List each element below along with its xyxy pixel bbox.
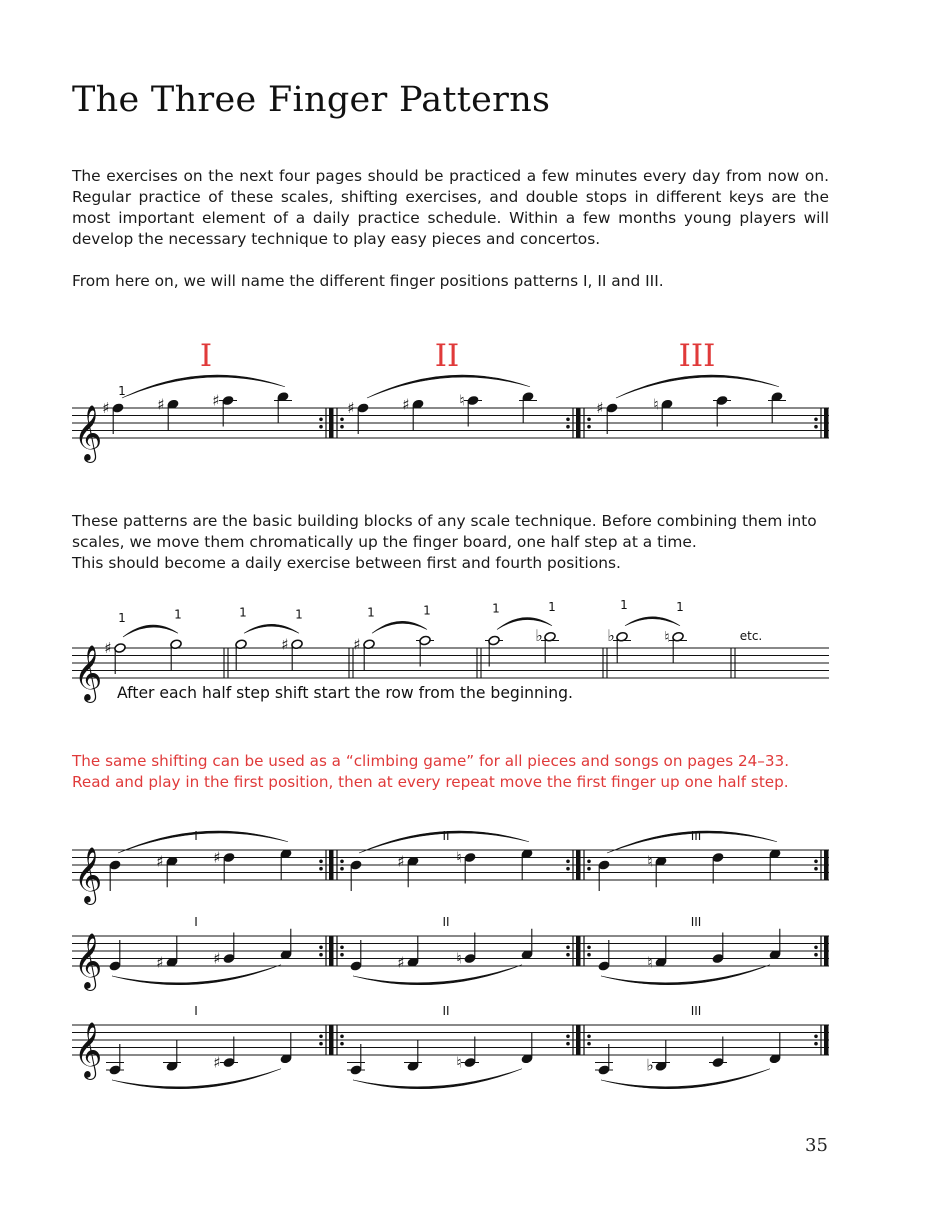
sharp-icon: ♯ <box>104 639 112 657</box>
natural-icon: ♮ <box>459 391 465 410</box>
sharp-icon: ♯ <box>596 399 604 417</box>
repeat-dot <box>566 946 570 950</box>
finger-number: 1 <box>492 601 500 616</box>
thick-barline <box>824 850 829 880</box>
pattern-label-small: I <box>194 829 198 843</box>
thick-barline <box>329 1025 334 1055</box>
thick-barline <box>576 1025 581 1055</box>
thick-barline <box>329 936 334 966</box>
finger-number: 1 <box>118 384 126 398</box>
thick-barline <box>824 1025 829 1055</box>
sharp-icon: ♯ <box>347 399 355 417</box>
slur <box>353 1069 522 1089</box>
repeat-dot <box>566 418 570 422</box>
sharp-icon: ♯ <box>281 635 289 654</box>
repeat-dot <box>814 418 818 422</box>
pattern-label-small: I <box>194 1004 198 1018</box>
finger-number: 1 <box>548 599 556 614</box>
natural-icon: ♮ <box>456 949 462 968</box>
slur <box>122 375 285 398</box>
pattern-label-small: III <box>690 829 702 843</box>
repeat-dot <box>814 867 818 871</box>
repeat-dot <box>340 1042 344 1046</box>
climbing-line-2: Read and play in the first position, then at every repeat move the first finger up one half step. <box>72 773 789 791</box>
repeat-dot <box>340 1035 344 1039</box>
slur <box>497 618 552 630</box>
slur <box>123 625 178 637</box>
thick-barline <box>576 408 581 438</box>
repeat-dot <box>814 946 818 950</box>
repeat-dot <box>587 1035 591 1039</box>
repeat-dot <box>587 867 591 871</box>
repeat-dot <box>340 418 344 422</box>
natural-icon: ♮ <box>456 848 462 867</box>
repeat-dot <box>340 953 344 957</box>
pattern-label-small: II <box>442 915 450 929</box>
repeat-dot <box>814 1035 818 1039</box>
slur <box>372 621 427 633</box>
treble-clef-icon: 𝄞 <box>73 645 103 701</box>
pattern-label-3: III <box>678 338 716 374</box>
repeat-dot <box>340 860 344 864</box>
thick-barline <box>329 850 334 880</box>
building-blocks-line-2: This should become a daily exercise between first and fourth positions. <box>72 554 621 572</box>
sharp-icon: ♯ <box>213 949 221 968</box>
slur <box>244 624 299 633</box>
sharp-icon: ♯ <box>397 852 405 871</box>
repeat-dot <box>319 418 323 422</box>
finger-number: 1 <box>295 607 303 622</box>
pattern-label-2: II <box>434 338 460 374</box>
thick-barline <box>824 408 829 438</box>
thick-barline <box>576 850 581 880</box>
natural-icon: ♮ <box>647 953 653 972</box>
shift-note: After each half step shift start the row from the beginning. <box>117 684 573 702</box>
slur <box>112 965 281 985</box>
page-number: 35 <box>805 1135 828 1156</box>
sharp-icon: ♯ <box>213 1053 221 1072</box>
finger-number: 1 <box>423 603 431 618</box>
pattern-label-1: I <box>199 338 213 374</box>
sharp-icon: ♯ <box>102 399 110 417</box>
natural-icon: ♮ <box>647 852 653 871</box>
repeat-dot <box>319 860 323 864</box>
repeat-dot <box>814 425 818 429</box>
sharp-icon: ♯ <box>156 852 164 871</box>
treble-clef-icon: 𝄞 <box>73 405 103 461</box>
thick-barline <box>329 408 334 438</box>
sharp-icon: ♯ <box>213 848 221 867</box>
slur <box>616 375 779 398</box>
slur <box>625 617 680 626</box>
repeat-dot <box>566 425 570 429</box>
repeat-dot <box>566 860 570 864</box>
building-blocks-paragraph <box>72 511 829 574</box>
repeat-dot <box>587 418 591 422</box>
natural-icon: ♮ <box>664 627 670 646</box>
pattern-label-small: II <box>442 1004 450 1018</box>
sharp-icon: ♯ <box>157 395 165 414</box>
finger-number: 1 <box>367 605 375 620</box>
repeat-dot <box>319 1042 323 1046</box>
sharp-icon: ♯ <box>156 953 164 972</box>
slur <box>601 965 770 985</box>
slur <box>353 965 522 985</box>
repeat-dot <box>319 946 323 950</box>
pattern-label-small: III <box>690 915 702 929</box>
repeat-dot <box>587 946 591 950</box>
flat-icon: ♭ <box>607 625 615 645</box>
flat-icon: ♭ <box>535 625 543 645</box>
repeat-dot <box>587 953 591 957</box>
treble-clef-icon: 𝄞 <box>73 933 103 989</box>
slur <box>112 1069 281 1089</box>
sharp-icon: ♯ <box>212 391 220 410</box>
repeat-dot <box>814 953 818 957</box>
finger-number: 1 <box>676 599 684 614</box>
thick-barline <box>576 936 581 966</box>
repeat-dot <box>319 425 323 429</box>
treble-clef-icon: 𝄞 <box>73 1022 103 1078</box>
slur <box>367 375 530 398</box>
finger-number: 1 <box>620 597 628 612</box>
climbing-line-1: The same shifting can be used as a “climbing game” for all pieces and songs on pages 24–33. <box>72 752 790 770</box>
natural-icon: ♮ <box>456 1053 462 1072</box>
slur <box>601 1069 770 1089</box>
repeat-dot <box>319 953 323 957</box>
sharp-icon: ♯ <box>402 395 410 414</box>
pattern-label-small: II <box>442 829 450 843</box>
repeat-dot <box>340 946 344 950</box>
building-blocks-line-1: These patterns are the basic building blocks of any scale technique. Before combining them into scales, we move them chromatically up the finger board, one half step at a time. <box>72 512 817 551</box>
page-title: The Three Finger Patterns <box>72 80 551 120</box>
climbing-game-paragraph <box>72 751 829 793</box>
intro-paragraph: The exercises on the next four pages should be practiced a few minutes every day from now on. Regular practice of these scales, shifting exercises, and double stops in different keys are the most important element of a daily practice schedule. Within a few months young players will develop the necessary technique to play easy pieces and concertos. <box>72 167 829 248</box>
treble-clef-icon: 𝄞 <box>73 847 103 903</box>
sharp-icon: ♯ <box>397 953 405 972</box>
repeat-dot <box>587 1042 591 1046</box>
sharp-icon: ♯ <box>353 635 361 654</box>
repeat-dot <box>319 1035 323 1039</box>
repeat-dot <box>814 1042 818 1046</box>
flat-icon: ♭ <box>646 1055 654 1075</box>
repeat-dot <box>319 867 323 871</box>
finger-number: 1 <box>239 605 247 620</box>
naming-paragraph: From here on, we will name the different finger positions patterns I, II and III. <box>72 272 664 290</box>
repeat-dot <box>814 860 818 864</box>
repeat-dot <box>566 1035 570 1039</box>
repeat-dot <box>340 425 344 429</box>
natural-icon: ♮ <box>653 395 659 414</box>
repeat-dot <box>340 867 344 871</box>
finger-number: 1 <box>118 611 126 625</box>
finger-number: 1 <box>174 607 182 622</box>
repeat-dot <box>566 867 570 871</box>
repeat-dot <box>587 860 591 864</box>
etc-label: etc. <box>739 629 763 643</box>
repeat-dot <box>587 425 591 429</box>
repeat-dot <box>566 953 570 957</box>
pattern-label-small: III <box>690 1004 702 1018</box>
pattern-label-small: I <box>194 915 198 929</box>
repeat-dot <box>566 1042 570 1046</box>
thick-barline <box>824 936 829 966</box>
